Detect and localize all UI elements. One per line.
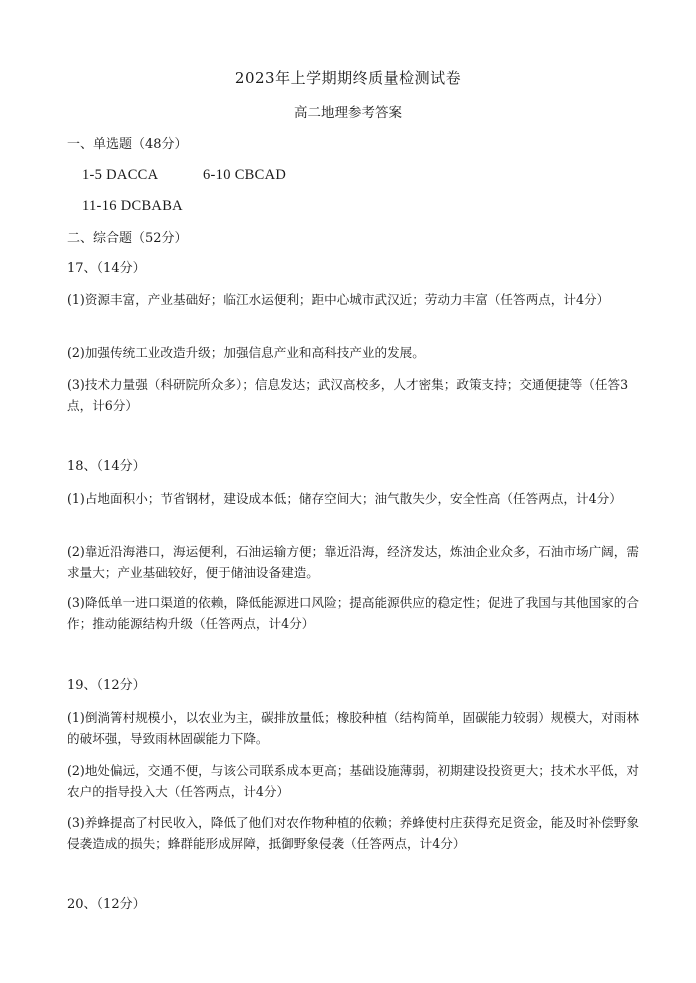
q18-answer-1: (1)占地面积小；节省钢材，建设成本低；储存空间大；油气散失少，安全性高（任答两点，计4分） [67,491,622,506]
document-title: 2023年上学期期终质量检测试卷 [234,69,462,87]
section-1-heading: 一、单选题（48分） [67,137,188,152]
q17-heading: 17、（14分） [67,261,146,276]
q17-answer-2: (2)加强传统工业改造升级；加强信息产业和高科技产业的发展。 [67,345,425,360]
q18-answer-3: (3)降低单一进口渠道的依赖，降低能源进口风险；提高能源供应的稳定性；促进了我国与其他国家的合作；推动能源结构升级（任答两点，计4分） [67,595,639,631]
q19-answer-3: (3)养蜂提高了村民收入，降低了他们对农作物种植的依赖；养蜂使村庄获得充足资金，能及时补偿野象侵袭造成的损失；蜂群能形成屏障，抵御野象侵袭（任答两点，计4分） [67,815,639,851]
section-2-heading: 二、综合题（52分） [67,231,188,246]
q19-answer-1: (1)倒淌箐村规模小，以农业为主，碳排放量低；橡胶种植（结构简单，固碳能力较弱）规模大，对雨林的破坏强，导致雨林固碳能力下降。 [67,710,639,746]
q18-answer-2: (2)靠近沿海港口，海运便利，石油运输方便；靠近沿海，经济发达，炼油企业众多，石油市场广阔，需求量大；产业基础较好，便于储油设备建造。 [67,544,639,580]
document-subtitle: 高二地理参考答案 [294,105,402,121]
q17-answer-3: (3)技术力量强（科研院所众多）；信息发达；武汉高校多，人才密集；政策支持；交通便捷等（任答3点，计6分） [67,377,629,413]
answer-group-11-16: 11-16 DCBABA [82,198,183,214]
q19-heading: 19、（12分） [67,678,146,693]
q18-heading: 18、（14分） [67,459,146,474]
answer-group-1-5: 1-5 DACCA [82,167,159,183]
q19-answer-2: (2)地处偏远，交通不便，与该公司联系成本更高；基础设施薄弱，初期建设投资更大；技术水平低，对农户的指导投入大（任答两点，计4分） [67,763,639,799]
answer-group-6-10: 6-10 CBCAD [203,167,287,183]
q20-heading: 20、（12分） [67,897,146,912]
q17-answer-1: (1)资源丰富，产业基础好；临江水运便利；距中心城市武汉近；劳动力丰富（任答两点，计4分） [67,292,610,307]
